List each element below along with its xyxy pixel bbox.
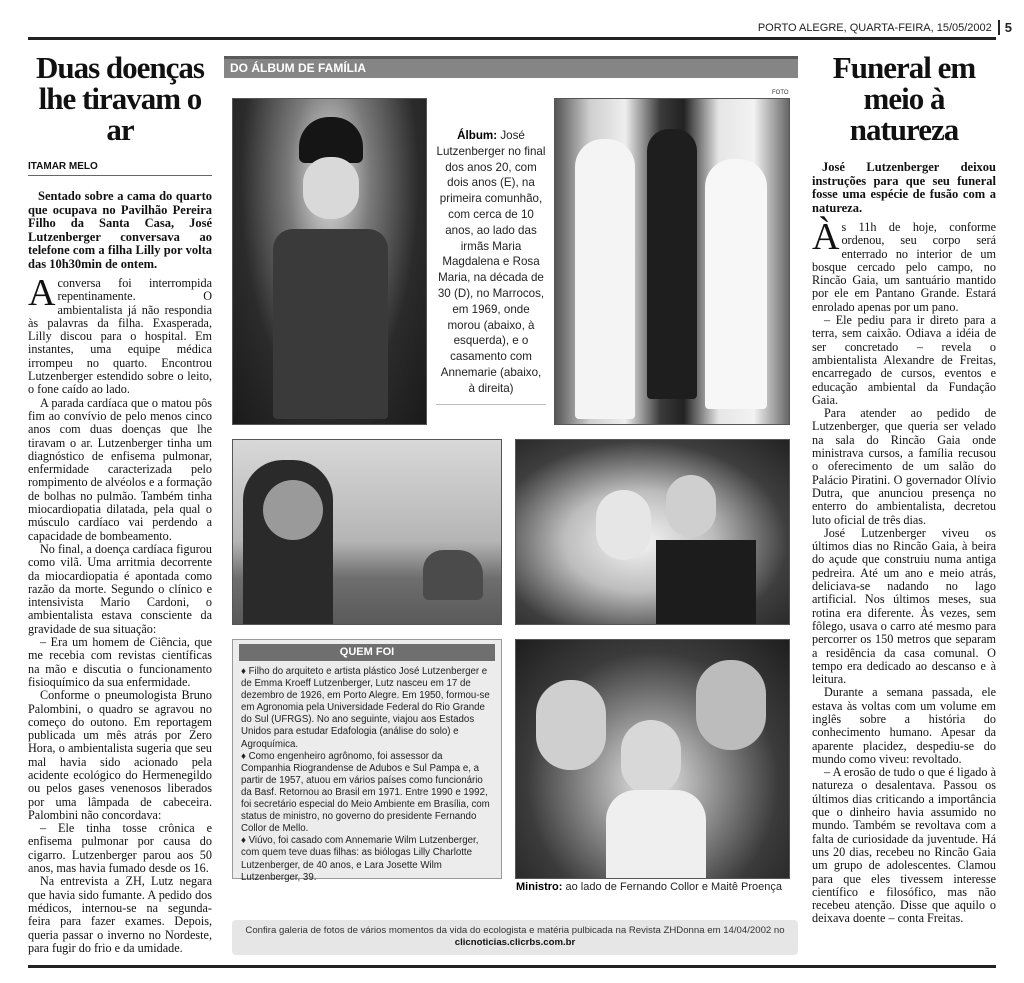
drop-cap: À	[812, 216, 840, 258]
paragraph: Às 11h de hoje, conforme ordenou, seu corpo será enterrado no interior de um bosque cercado pelo campo, no Rincão Gaia, um santuário mantido por ele em Pantano Grande. Estará enrolado apenas por um pano.	[812, 216, 996, 314]
paragraph: A parada cardíaca que o matou pôs fim ao convívio de pelo menos cinco anos com duas doenças que lhe tiravam o ar. Lutzenberger tinha um diagnóstico de enfisema pulmonar, enfermidade caracterizada pelo rompimento de alvéolos e a formação de bolhas no pulmão. Também tinha miocardiopatia dilatada, pela qual o músculo cardíaco vai perdendo a capacidade de bombeamento.	[28, 395, 212, 543]
gallery-note-text: Confira galeria de fotos de vários momentos da vida do ecologista e matéria pulbicada na Revista ZHDonna em 14/04/2002 no	[245, 925, 785, 936]
paragraph: – Ele tinha tosse crônica e enfisema pulmonar por causa do cigarro. Lutzenberger parou aos 50 anos, mas havia fumado desde os 16.	[28, 821, 212, 876]
paragraph: José Lutzenberger viveu os últimos dias no Rincão Gaia, à beira do açude que construiu numa antiga pedreira. Até um ano e meio atrás, deliciava-se nadando no lago artificial. Nos últimos meses, sua rotina era diferente. Às vezes, sem fôlego, usava o carro até mesmo para percorrer os 150 metros que separam a residência da casa comunal. O tempo era dedicado ao descanso e à leitura.	[812, 525, 996, 687]
paragraph: Conforme o pneumologista Bruno Palombini, o quadro se agravou no começo do outono. Em reportagem publicada um mês atrás por Zero Hora, o ambientalista sugeria que seu mal havia sido acionado pela acidente ecológico do Hermenegildo ou pelos gases venenosos liberados por uma lâmpada de cabeceira. Palombini não concordava:	[28, 688, 212, 822]
article-left	[28, 52, 212, 955]
drop-cap: A	[28, 272, 56, 314]
quem-foi-item: ♦ Como engenheiro agrônomo, foi assessor da Companhia Riograndense de Adubos e Sul Pampa e, a partir de 1957, atuou em vários países como funcionário da Basf. Retornou ao Brasil em 1971. Entre 1990 e 1992, foi secretário especial do Meio Ambiente em Brasília, com status de ministro, no governo do presidente Fernando Collor de Mello.	[241, 750, 490, 835]
paragraph: – Ele pediu para ir direto para a terra, sem caixão. Odiava a idéia de ser concretado – revela o ambientalista Alexandre de Freitas, encarregado de cursos, eventos e educação ambiental da Fundação Gaia.	[812, 313, 996, 407]
paragraph: Durante a semana passada, ele estava às voltas com um volume em inglês sobre a história do conhecimento humano. Apesar da aparente placidez, despediu-se do mundo como viveu: revoltado.	[812, 685, 996, 766]
photo-morocco	[232, 439, 502, 625]
paragraph: No final, a doença cardíaca figurou como vilã. Uma arritmia decorrente da miocardiopatia é apontada como razão da morte. Segundo o clínico e intensivista Mario Cardoni, o ambientalista estava consciente da gravidade de sua situação:	[28, 541, 212, 636]
album-caption: Álbum: José Lutzenberger no final dos anos 20, com dois anos (E), na primeira comunhão, com cerca de 10 anos, ao lado das irmãs Maria Magdalena e Rosa Maria, na década de 30 (D), no Marrocos, em 1969, onde morou (abaixo, à esquerda), e o casamento com Annemarie (abaixo, à direita)	[436, 129, 546, 395]
body-left	[28, 272, 212, 955]
top-rule	[28, 37, 996, 40]
caption-rule	[436, 404, 546, 405]
photo-first-communion	[554, 98, 790, 425]
dateline: PORTO ALEGRE, QUARTA-FEIRA, 15/05/2002	[757, 21, 992, 34]
lead-right: José Lutzenberger deixou instruções para que seu funeral fosse uma espécie de fusão com a natureza.	[812, 160, 996, 215]
photo-child	[232, 98, 427, 425]
gallery-link[interactable]: clicnoticias.clicrbs.com.br	[454, 937, 576, 948]
gallery-note	[232, 920, 798, 955]
paragraph: – A erosão de tudo o que é ligado à natureza o desalentava. Passou os últimos dias criticando a importância que o dinheiro havia assumido no mundo. Também se revoltava com a falta de curiosidade da juventude. Há uns 20 dias, recebeu no Rincão Gaia um grupo de adolescentes. Clamou para que eles tivessem interesse científico e filosófico, mas não recebeu atenção. Disse que aquilo o deixava doente – conta Freitas.	[812, 765, 996, 926]
paragraph: – Era um homem de Ciência, que me recebia com revistas científicas na mão e discutia o funcionamento fisioquímico da sua enfermidade.	[28, 635, 212, 689]
lead-left: Sentado sobre a cama do quarto que ocupava no Pavilhão Pereira Filho da Santa Casa, José Lutzenberger conversava ao telefone com a filha Lilly por volta das 10h30min de ontem.	[28, 189, 212, 271]
quem-foi-item: ♦ Viúvo, foi casado com Annemarie Wilm Lutzenberger, com quem teve duas filhas: as biólogas Lilly Charlotte Lutzenberger, de 40 anos, e Lara Josette Wilm Lutzenberger, 39.	[241, 835, 479, 883]
ministro-caption: Ministro: ao lado de Fernando Collor e Maitê Proença	[516, 881, 782, 893]
section-title: DO ÁLBUM DE FAMÍLIA	[224, 56, 798, 78]
headline-left: Duas doenças lhe tiravam o ar	[35, 50, 204, 147]
quem-foi-item: ♦ Filho do arquiteto e artista plástico José Lutzenberger e de Emma Kroeff Lutzenberger, Lutz nasceu em 17 de dezembro de 1926, em Porto Alegre. Em 1950, formou-se em Agronomia pela Universidade Federal do Rio Grande do Sul (UFRGS). No ano seguinte, viajou aos Estados Unidos para estudar Edafologia (análise do solo) e Agroquímica.	[241, 666, 490, 750]
article-right	[812, 52, 996, 926]
photo-ministro	[515, 639, 790, 879]
byline: ITAMAR MELO	[28, 161, 212, 176]
album-section	[224, 56, 798, 78]
body-right	[812, 216, 996, 926]
paragraph: Na entrevista a ZH, Lutz negara que havia sido fumante. A pedido dos médicos, internou-se na segunda-feira para fazer exames. Depois, queria passar o inverno no Nordeste, para fugir do frio e da umidade.	[28, 874, 212, 955]
page-number: 5	[998, 20, 1012, 35]
quem-foi-text	[233, 661, 501, 884]
quem-foi-title: QUEM FOI	[239, 644, 495, 661]
paragraph: A conversa foi interrompida repentinamente. O ambientalista já não respondia às palavras da filha. Exasperada, Lilly discou para o hospital. Em instantes, uma equipe médica irrompeu no quarto. Encontrou Lutzenberger estendido sobre o leito, o fone caído ao lado.	[28, 272, 212, 397]
paragraph: Para atender ao pedido de Lutzenberger, que queria ser velado na sala do Rincão Gaia onde ministrava cursos, a família recusou o oferecimento de um salão do Palácio Piratini. O governador Olívio Dutra, que anunciou presença no enterro do ambientalista, decretou luto oficial de três dias.	[812, 406, 996, 527]
headline-right: Funeral em meio à natureza	[832, 50, 976, 147]
bottom-rule	[28, 965, 996, 968]
photo-credit: FOTO	[772, 90, 789, 96]
folio	[758, 20, 1012, 35]
quem-foi-box	[232, 639, 502, 883]
photo-wedding	[515, 439, 790, 625]
